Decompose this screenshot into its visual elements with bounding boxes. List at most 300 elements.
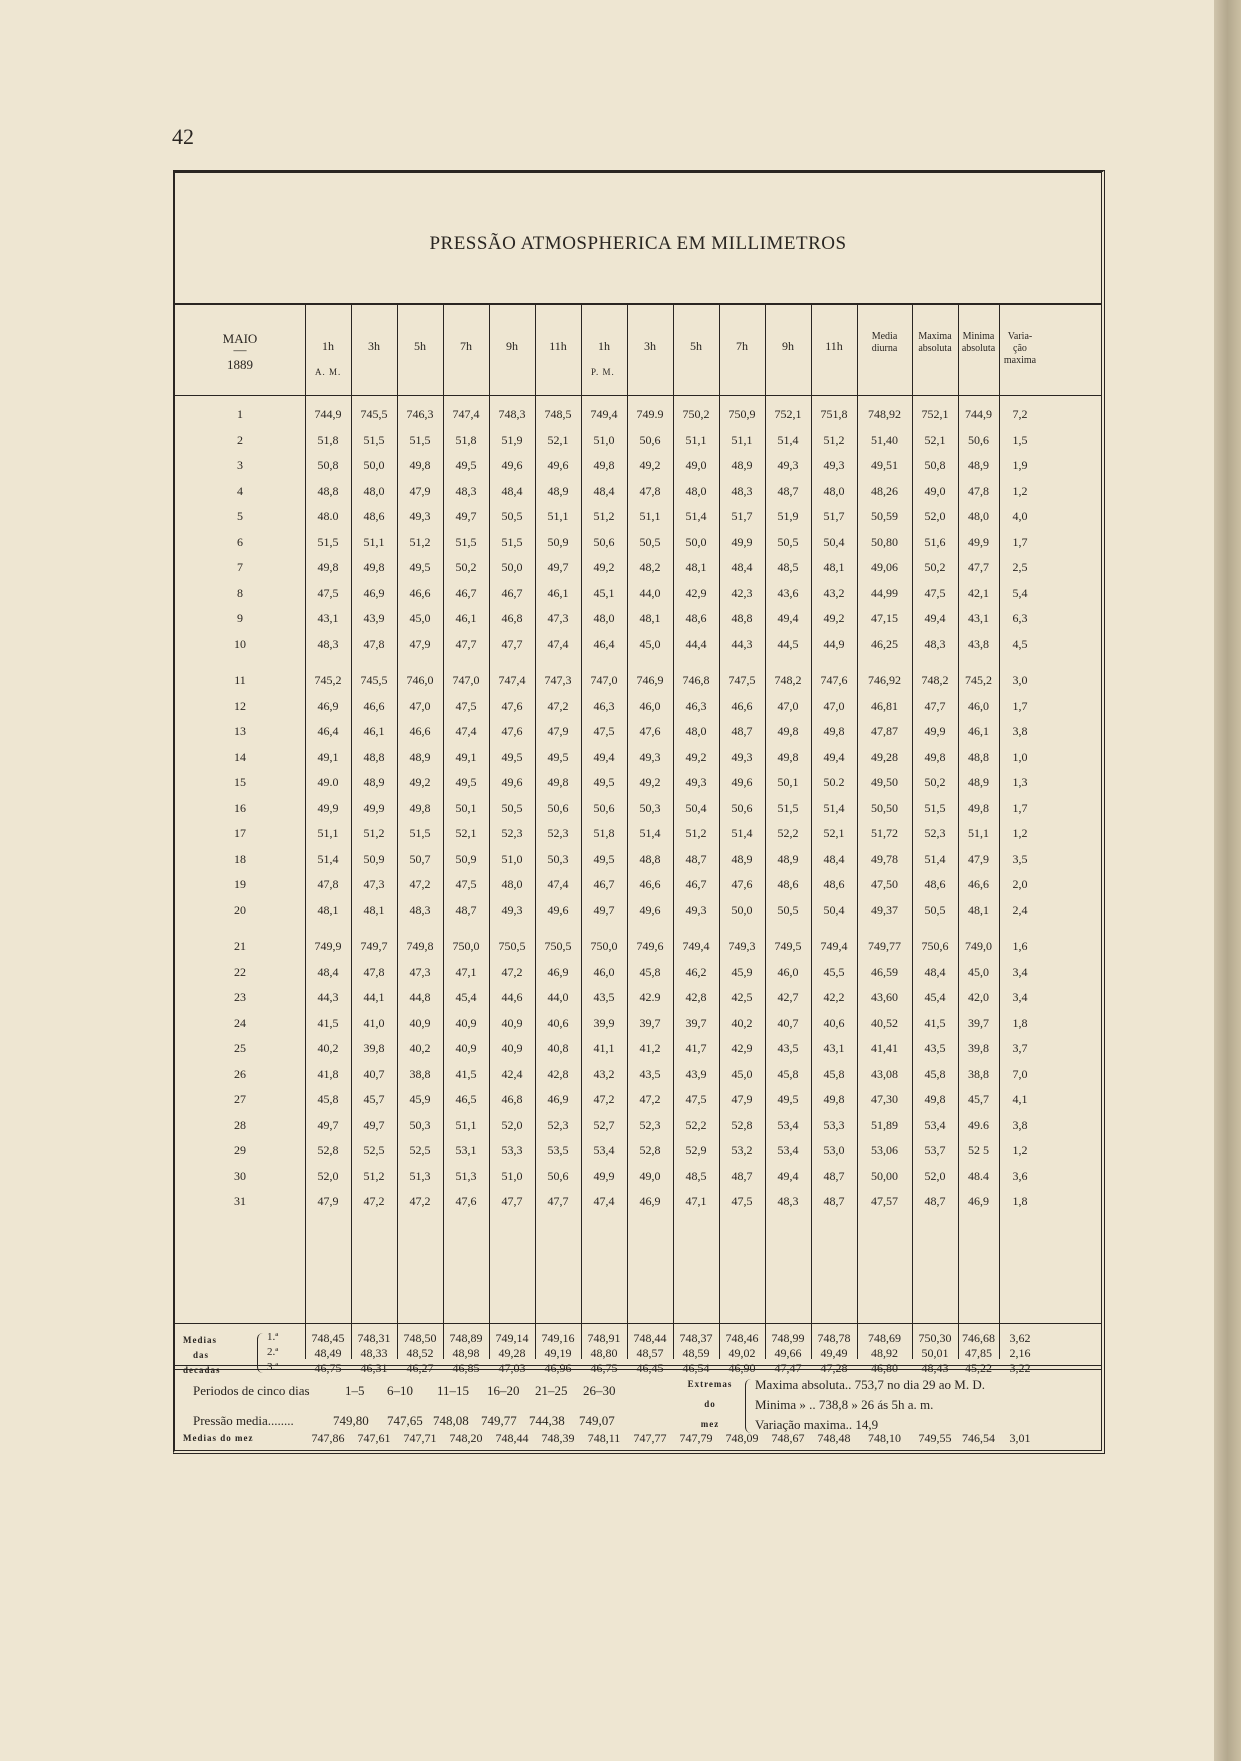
table-cell: 49,8	[317, 560, 339, 574]
table-cell: 46,0	[639, 698, 661, 713]
table-cell: 49,5	[409, 560, 431, 574]
day-number: 4	[237, 483, 243, 498]
decade-ordinal: 1.ª	[267, 1331, 279, 1343]
table-cell: 46,1	[968, 724, 989, 738]
table-cell: 50,3	[639, 800, 661, 815]
month-mean-cell: 748,39	[541, 1431, 575, 1445]
table-cell: 42,2	[823, 990, 845, 1004]
table-cell: 41,0	[363, 1015, 385, 1030]
header-hour: 1h	[322, 339, 334, 353]
day-number: 31	[234, 1194, 246, 1208]
periods-label: Periodos de cinco dias	[193, 1383, 310, 1398]
table-cell: 50,50	[871, 800, 898, 815]
header-extra	[958, 305, 999, 395]
day-number: 18	[234, 851, 246, 866]
table-cell: 48,8	[317, 483, 339, 498]
table-cell: 47,3	[363, 877, 385, 891]
table-cell: 41,41	[871, 1041, 898, 1055]
decade-cell: 750,30	[918, 1331, 952, 1345]
table-cell: 749,77	[868, 939, 901, 953]
table-cell: 50,6	[968, 432, 989, 447]
decade-cell: 748,50	[403, 1331, 437, 1345]
table-cell: 48,9	[731, 851, 753, 866]
table-cell: 46,7	[501, 585, 523, 600]
table-cell: 43,5	[777, 1041, 799, 1055]
decade-cell: 3,22	[1009, 1361, 1031, 1375]
table-cell: 52,2	[777, 826, 799, 840]
table-cell: 48,1	[317, 902, 339, 917]
table-cell: 49,9	[363, 800, 385, 815]
table-cell: 45,0	[409, 611, 431, 625]
table-cell: 45,7	[968, 1092, 989, 1106]
table-cell: 50,2	[924, 775, 946, 789]
table-cell: 41,7	[685, 1041, 707, 1055]
table-cell: 49,8	[547, 775, 569, 789]
decade-cell: 748,44	[633, 1331, 667, 1345]
decade-cell: 46,85	[452, 1361, 480, 1375]
table-cell: 43,2	[593, 1066, 615, 1081]
table-cell: 48,5	[777, 560, 799, 574]
table-cell: 43,1	[968, 611, 989, 625]
table-cell: 47,4	[547, 636, 569, 651]
table-cell: 3,4	[1012, 964, 1028, 979]
table-cell: 45,7	[363, 1092, 385, 1106]
table-cell: 50,5	[924, 902, 946, 917]
month-mean-cell: 748,67	[771, 1431, 805, 1445]
table-cell: 46,5	[455, 1092, 477, 1106]
table-cell: 47,9	[317, 1194, 339, 1208]
day-number: 23	[234, 990, 246, 1004]
table-cell: 49,51	[871, 458, 898, 472]
table-cell: 50,9	[455, 851, 477, 866]
decade-cell: 48,92	[871, 1346, 898, 1360]
decade-ordinal: 3.ª	[267, 1361, 279, 1373]
table-cell: 50,5	[777, 534, 799, 549]
table-cell: 47,2	[409, 877, 431, 891]
table-cell: 744,9	[965, 407, 992, 421]
table-cell: 46,4	[593, 636, 615, 651]
table-cell: 46,1	[455, 611, 477, 625]
table-cell: 50,9	[547, 534, 569, 549]
header-hour: 3h	[644, 339, 656, 353]
table-cell: 44,3	[731, 636, 753, 651]
table-cell: 749,5	[774, 939, 802, 953]
table-cell: 48,7	[924, 1194, 946, 1208]
table-cell: 52 5	[968, 1143, 989, 1157]
table-cell: 49,8	[409, 458, 431, 472]
table-cell: 49,8	[409, 800, 431, 815]
table-cell: 48,8	[731, 611, 753, 625]
table-cell: 48,4	[731, 560, 753, 574]
header-hour: 1h	[598, 339, 610, 353]
table-cell: 51,1	[685, 432, 707, 447]
table-cell: 49,8	[924, 1092, 946, 1106]
table-cell: 50.2	[823, 775, 845, 789]
table-cell: 43,08	[871, 1066, 898, 1081]
table-cell: 49,2	[593, 560, 615, 574]
decade-means-label-1: Medias	[183, 1335, 217, 1345]
month-mean-cell: 746,54	[962, 1431, 995, 1445]
table-cell: 48,26	[871, 483, 898, 498]
table-cell: 48,4	[823, 851, 845, 866]
table-cell: 51,5	[317, 534, 339, 549]
table-cell: 52,0	[501, 1117, 523, 1132]
table-cell: 1,5	[1012, 432, 1028, 447]
table-cell: 46,6	[409, 585, 431, 600]
table-cell: 2,4	[1012, 902, 1028, 917]
table-cell: 50,00	[871, 1168, 898, 1183]
decade-cell: 46,80	[871, 1361, 898, 1375]
table-cell: 51,5	[501, 534, 523, 549]
table-cell: 53,3	[501, 1143, 523, 1157]
table-cell: 46,8	[501, 1092, 523, 1106]
table-cell: 748,92	[868, 407, 901, 421]
decade-cell: 49,49	[820, 1346, 848, 1360]
period-range: 1–5	[345, 1383, 365, 1398]
table-cell: 52,3	[639, 1117, 661, 1132]
table-cell: 53,06	[871, 1143, 898, 1157]
table-cell: 752,1	[921, 407, 949, 421]
table-cell: 42,9	[685, 585, 707, 600]
header-extra-line: maxima	[1003, 355, 1037, 366]
month-mean-cell: 749,55	[918, 1431, 952, 1445]
table-cell: 50,5	[501, 509, 523, 523]
table-cell: 749,0	[965, 939, 992, 953]
table-cell: 45,8	[924, 1066, 946, 1081]
table-cell: 49,0	[685, 458, 707, 472]
decade-ordinal: 2.ª	[267, 1346, 279, 1358]
table-cell: 48,1	[823, 560, 845, 574]
table-cell: 44,6	[501, 990, 523, 1004]
table-cell: 49,7	[363, 1117, 385, 1132]
table-cell: 49,2	[823, 611, 845, 625]
table-cell: 50,7	[409, 851, 431, 866]
month-mean-cell: 747,79	[679, 1431, 713, 1445]
table-cell: 49,6	[547, 458, 569, 472]
table-frame	[173, 170, 1105, 1454]
table-cell: 745,5	[360, 407, 388, 421]
table-cell: 47,5	[924, 585, 946, 600]
table-cell: 47,8	[363, 964, 385, 979]
table-cell: 47,6	[501, 724, 523, 738]
table-cell: 1,9	[1012, 458, 1028, 472]
table-cell: 42.9	[639, 990, 661, 1004]
table-cell: 51,4	[731, 826, 753, 840]
table-cell: 53,4	[777, 1143, 799, 1157]
table-cell: 51,8	[317, 432, 339, 447]
table-cell: 47,6	[455, 1194, 477, 1208]
table-cell: 47,9	[547, 724, 569, 738]
table-cell: 747,3	[544, 673, 572, 687]
table-cell: 46,9	[317, 698, 339, 713]
table-cell: 51,6	[924, 534, 946, 549]
period-pressure: 744,38	[529, 1413, 565, 1428]
table-cell: 49,6	[501, 775, 523, 789]
day-number: 19	[234, 877, 246, 891]
table-cell: 49,9	[968, 534, 989, 549]
table-cell: 51,4	[777, 432, 799, 447]
table-cell: 40,9	[409, 1015, 431, 1030]
table-cell: 51,1	[731, 432, 753, 447]
header-pm: P. M.	[591, 367, 615, 377]
day-number: 2	[237, 432, 243, 447]
table-cell: 44,9	[823, 636, 845, 651]
table-cell: 51,2	[593, 509, 615, 523]
table-cell: 49,2	[685, 749, 707, 764]
table-cell: 48,6	[363, 509, 385, 523]
table-cell: 51,1	[968, 826, 989, 840]
table-cell: 51,72	[871, 826, 898, 840]
table-cell: 42,3	[731, 585, 753, 600]
decade-cell: 748,37	[679, 1331, 713, 1345]
table-cell: 747,4	[452, 407, 480, 421]
table-cell: 749,3	[728, 939, 756, 953]
month-mean-cell: 747,86	[311, 1431, 345, 1445]
table-cell: 747,5	[728, 673, 756, 687]
table-cell: 40,9	[501, 1041, 523, 1055]
table-cell: 48,0	[593, 611, 615, 625]
table-cell: 51,2	[363, 826, 385, 840]
table-cell: 746,92	[868, 673, 901, 687]
table-cell: 51,2	[823, 432, 845, 447]
table-cell: 52,5	[409, 1143, 431, 1157]
table-cell: 48,9	[363, 775, 385, 789]
decade-cell: 46,96	[544, 1361, 572, 1375]
table-cell: 46,59	[871, 964, 898, 979]
decade-cell: 748,99	[771, 1331, 805, 1345]
decade-cell: 46,45	[636, 1361, 664, 1375]
table-cell: 51,4	[823, 800, 845, 815]
table-cell: 47,8	[968, 483, 989, 498]
table-cell: 46,9	[547, 964, 569, 979]
extreme-variacao: Variação maxima.. 14,9	[755, 1417, 879, 1432]
table-cell: 44,3	[317, 990, 339, 1004]
table-cell: 6,3	[1012, 611, 1028, 625]
table-cell: 749.9	[636, 407, 664, 421]
table-cell: 749,4	[682, 939, 710, 953]
period-pressure: 748,08	[433, 1413, 469, 1428]
table-cell: 4,1	[1012, 1092, 1028, 1106]
table-cell: 47,7	[547, 1194, 569, 1208]
table-cell: 48,0	[685, 724, 707, 738]
table-cell: 745,2	[965, 673, 992, 687]
table-cell: 49,4	[777, 611, 799, 625]
decade-cell: 45,22	[965, 1361, 992, 1375]
table-cell: 746,9	[636, 673, 664, 687]
table-cell: 49,4	[777, 1168, 799, 1183]
table-cell: 49,3	[639, 749, 661, 764]
table-cell: 1,2	[1012, 483, 1028, 498]
table-cell: 47,87	[871, 724, 898, 738]
table-cell: 48,3	[777, 1194, 799, 1208]
table-cell: 42,8	[685, 990, 707, 1004]
day-number: 22	[234, 964, 246, 979]
table-cell: 49,5	[455, 775, 477, 789]
table-cell: 43,9	[685, 1066, 707, 1081]
table-cell: 50,1	[455, 800, 477, 815]
day-number: 15	[234, 775, 246, 789]
table-cell: 47,15	[871, 611, 898, 625]
table-cell: 48,7	[685, 851, 707, 866]
header-hour: 11h	[549, 339, 567, 353]
day-number: 8	[237, 585, 243, 600]
table-cell: 53,1	[455, 1143, 477, 1157]
table-cell: 43,6	[777, 585, 799, 600]
table-cell: 47,8	[363, 636, 385, 651]
decade-cell: 47,28	[820, 1361, 848, 1375]
table-cell: 40,9	[455, 1015, 477, 1030]
table-cell: 47,5	[455, 698, 477, 713]
table-cell: 46,6	[968, 877, 989, 891]
table-cell: 47,5	[593, 724, 615, 738]
table-cell: 51,7	[731, 509, 753, 523]
table-cell: 49,7	[593, 902, 615, 917]
table-cell: 48,3	[455, 483, 477, 498]
table-cell: 49,78	[871, 851, 898, 866]
table-cell: 45,0	[639, 636, 661, 651]
header-hour: 5h	[414, 339, 426, 353]
table-cell: 49,9	[731, 534, 753, 549]
day-number: 14	[234, 749, 246, 764]
table-cell: 49,5	[593, 851, 615, 866]
table-cell: 49,3	[685, 775, 707, 789]
table-cell: 47,3	[409, 964, 431, 979]
table-cell: 43,5	[924, 1041, 946, 1055]
header-year: 1889	[227, 357, 253, 372]
table-cell: 43,8	[968, 636, 989, 651]
table-cell: 50,5	[639, 534, 661, 549]
table-cell: 50,4	[823, 534, 845, 549]
table-cell: 50,5	[777, 902, 799, 917]
day-number: 28	[234, 1117, 246, 1132]
table-cell: 51,3	[455, 1168, 477, 1183]
table-cell: 51,8	[455, 432, 477, 447]
header-extra	[857, 305, 912, 395]
table-cell: 39,8	[968, 1041, 989, 1055]
table-cell: 746,8	[682, 673, 710, 687]
table-cell: 45,9	[409, 1092, 431, 1106]
table-cell: 49,6	[547, 902, 569, 917]
table-cell: 43,1	[317, 611, 339, 625]
table-cell: 45,8	[317, 1092, 339, 1106]
table-cell: 49,5	[455, 458, 477, 472]
table-cell: 47,7	[924, 698, 946, 713]
table-cell: 49,3	[685, 902, 707, 917]
table-cell: 46,6	[639, 877, 661, 891]
table-cell: 47,2	[363, 1194, 385, 1208]
month-mean-cell: 748,48	[817, 1431, 851, 1445]
table-cell: 47,0	[777, 698, 799, 713]
table-cell: 49,5	[501, 749, 523, 764]
table-cell: 47,30	[871, 1092, 898, 1106]
period-range: 6–10	[387, 1383, 413, 1398]
header-extra-line: absoluta	[918, 343, 952, 354]
extremas-brace	[745, 1379, 752, 1433]
decade-cell: 49,02	[728, 1346, 756, 1360]
table-cell: 45,1	[593, 585, 615, 600]
table-cell: 50,3	[409, 1117, 431, 1132]
table-cell: 46,2	[685, 964, 707, 979]
table-cell: 47,7	[968, 560, 989, 574]
table-cell: 46,7	[685, 877, 707, 891]
table-cell: 47,2	[593, 1092, 615, 1106]
table-cell: 42,5	[731, 990, 753, 1004]
table-cell: 48,3	[924, 636, 946, 651]
table-cell: 49,8	[363, 560, 385, 574]
table-cell: 52,8	[317, 1143, 339, 1157]
table-cell: 49,37	[871, 902, 898, 917]
table-cell: 749,9	[314, 939, 342, 953]
table-cell: 51,3	[409, 1168, 431, 1183]
day-number: 10	[234, 636, 246, 651]
table-cell: 48,3	[317, 636, 339, 651]
table-cell: 51,5	[409, 826, 431, 840]
table-cell: 3,8	[1012, 724, 1028, 738]
day-number: 26	[234, 1066, 246, 1081]
decade-cell: 46,31	[360, 1361, 388, 1375]
table-cell: 43,1	[823, 1041, 845, 1055]
table-cell: 53,7	[924, 1143, 946, 1157]
day-number: 3	[237, 458, 243, 472]
decade-cell: 749,16	[541, 1331, 575, 1345]
table-cell: 49,8	[777, 749, 799, 764]
table-cell: 46,0	[593, 964, 615, 979]
table-cell: 48,7	[823, 1194, 845, 1208]
table-cell: 44,99	[871, 585, 898, 600]
table-cell: 51,2	[685, 826, 707, 840]
table-cell: 48,0	[823, 483, 845, 498]
period-pressure: 749,80	[333, 1413, 369, 1428]
table-cell: 48,9	[409, 749, 431, 764]
table-cell: 40,7	[777, 1015, 799, 1030]
table-cell: 49,1	[317, 749, 339, 764]
table-cell: 47,3	[547, 611, 569, 625]
table-cell: 1,8	[1012, 1194, 1028, 1208]
table-cell: 49,8	[777, 724, 799, 738]
table-cell: 48,4	[501, 483, 523, 498]
decade-means-rule	[175, 1323, 1103, 1324]
table-cell: 1,0	[1012, 749, 1028, 764]
table-cell: 46,81	[871, 698, 898, 713]
table-cell: 48,5	[685, 1168, 707, 1183]
table-cell: 49.0	[317, 775, 339, 789]
table-cell: 44,5	[777, 636, 799, 651]
period-range: 16–20	[487, 1383, 520, 1398]
table-cell: 44,0	[639, 585, 661, 600]
table-cell: 49,5	[593, 775, 615, 789]
table-cell: 750,5	[498, 939, 526, 953]
table-cell: 41,2	[639, 1041, 661, 1055]
table-cell: 51,0	[501, 1168, 523, 1183]
decade-cell: 748,45	[311, 1331, 345, 1345]
table-cell: 748,2	[921, 673, 949, 687]
table-cell: 47,8	[317, 877, 339, 891]
table-cell: 51,0	[593, 432, 615, 447]
table-cell: 45,0	[968, 964, 989, 979]
table-cell: 45,4	[455, 990, 477, 1004]
table-cell: 750,5	[544, 939, 572, 953]
table-cell: 45,8	[639, 964, 661, 979]
table-cell: 49.6	[968, 1117, 989, 1132]
table-cell: 49,2	[639, 458, 661, 472]
table-cell: 51,1	[317, 826, 339, 840]
page-number: 42	[172, 124, 194, 149]
table-cell: 41,5	[924, 1015, 946, 1030]
table-title: PRESSÃO ATMOSPHERICA EM MILLIMETROS	[429, 233, 847, 254]
table-cell: 47,1	[685, 1194, 707, 1208]
table-cell: 750,9	[728, 407, 756, 421]
table-cell: 49,8	[823, 1092, 845, 1106]
